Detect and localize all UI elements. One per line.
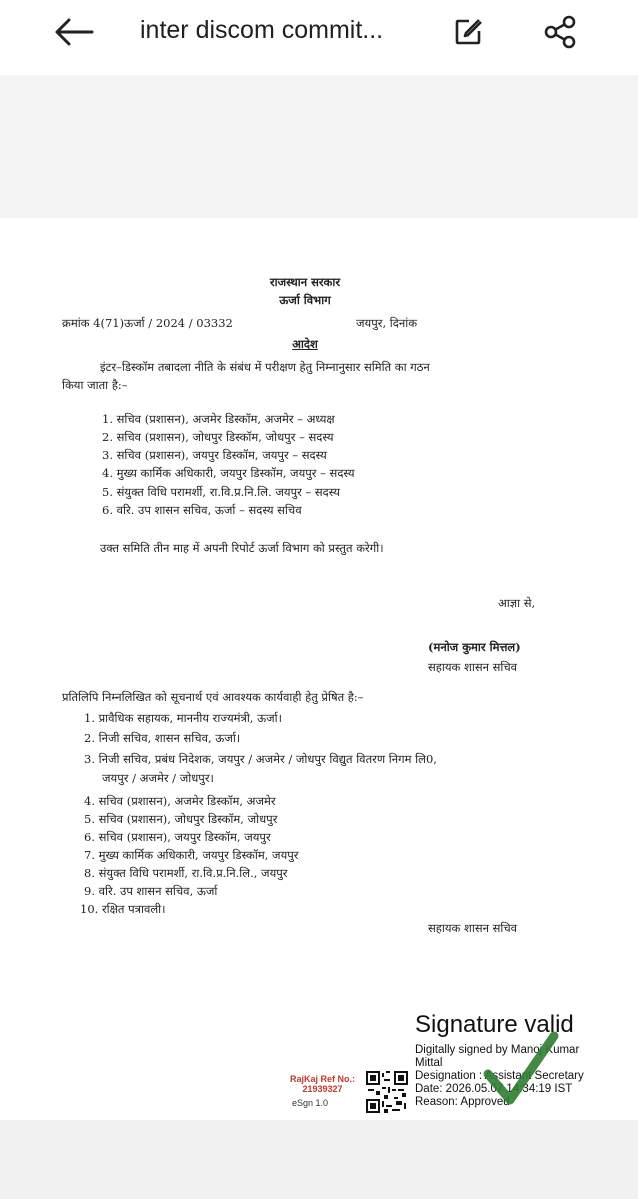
signature-designation: Designation : Assistant Secretary <box>415 1070 584 1082</box>
copy-item: 1. प्रावैधिक सहायक, माननीय राज्यमंत्री, ऊर्जा। <box>84 711 283 725</box>
edit-icon[interactable] <box>450 14 486 50</box>
share-icon[interactable] <box>540 12 580 52</box>
signature-date: Date: 2026.05.07 14:34:19 IST <box>415 1083 573 1095</box>
reference-number: क्रमांक 4(71)ऊर्जा / 2024 / 03332 <box>62 316 233 330</box>
footer-designation: सहायक शासन सचिव <box>428 921 518 935</box>
app-bar <box>0 0 638 75</box>
copy-item: 5. सचिव (प्रशासन), जोधपुर डिस्कॉम, जोधपुर <box>84 812 278 826</box>
signature-status: Signature valid <box>415 1011 574 1038</box>
member-item: 6. वरि. उप शासन सचिव, ऊर्जा – सदस्य सचिव <box>102 503 302 517</box>
copy-item: 2. निजी सचिव, शासन सचिव, ऊर्जा। <box>84 731 241 745</box>
copy-item: 9. वरि. उप शासन सचिव, ऊर्जा <box>84 884 218 898</box>
checkmark-icon <box>480 1028 560 1111</box>
intro-line-1: इंटर–डिस्कॉम तबादला नीति के संबंध में परीक्षण हेतु निम्नानुसार समिति का गठन <box>100 360 430 374</box>
copy-item: 7. मुख्य कार्मिक अधिकारी, जयपुर डिस्कॉम, जयपुर <box>84 848 299 862</box>
member-item: 2. सचिव (प्रशासन), जोधपुर डिस्कॉम, जोधपुर – सदस्य <box>102 430 334 444</box>
copy-item: 10. रक्षित पत्रावली। <box>80 902 166 916</box>
document-page[interactable] <box>0 218 638 1120</box>
copy-item: 8. संयुक्त विधि परामर्शी, रा.वि.प्र.नि.लि., जयपुर <box>84 866 288 880</box>
viewer-background-bottom <box>0 1120 638 1199</box>
back-arrow-icon[interactable] <box>52 14 96 50</box>
signature-reason: Reason: Approved <box>415 1096 510 1108</box>
signatory-designation: सहायक शासन सचिव <box>428 660 518 674</box>
intro-line-2: किया जाता है:– <box>62 378 128 392</box>
rajkaj-ref-value: 21939327 <box>302 1084 343 1094</box>
header-department: ऊर्जा विभाग <box>279 293 331 307</box>
member-item: 4. मुख्य कार्मिक अधिकारी, जयपुर डिस्कॉम, जयपुर – सदस्य <box>102 466 355 480</box>
viewer-background <box>0 75 638 218</box>
signed-by-line: Mittal <box>415 1057 443 1069</box>
member-item: 3. सचिव (प्रशासन), जयपुर डिस्कॉम, जयपुर – सदस्य <box>102 448 327 462</box>
copy-item: 6. सचिव (प्रशासन), जयपुर डिस्कॉम, जयपुर <box>84 830 271 844</box>
member-item: 5. संयुक्त विधि परामर्शी, रा.वि.प्र.नि.लि. जयपुर – सदस्य <box>102 485 340 499</box>
signatory-name: (मनोज कुमार मित्तल) <box>428 640 521 654</box>
rajkaj-reference <box>290 1074 355 1094</box>
copy-item: 3. निजी सचिव, प्रबंध निदेशक, जयपुर / अजमेर / जोधपुर विद्युत वितरण निगम लि0, <box>84 752 437 766</box>
by-order: आज्ञा से, <box>498 596 536 610</box>
report-line: उक्त समिति तीन माह में अपनी रिपोर्ट ऊर्जा विभाग को प्रस्तुत करेगी। <box>100 541 384 555</box>
copy-intro: प्रतिलिपि निम्नलिखित को सूचनार्थ एवं आवश्यक कार्यवाही हेतु प्रेषित है:– <box>62 690 364 704</box>
order-title: आदेश <box>292 337 318 351</box>
member-item: 1. सचिव (प्रशासन), अजमेर डिस्कॉम, अजमेर – अध्यक्ष <box>102 412 335 426</box>
document-title: inter discom commit... <box>140 16 384 44</box>
esign-version: eSgn 1.0 <box>292 1098 329 1108</box>
place-date: जयपुर, दिनांक <box>356 316 418 330</box>
rajkaj-ref-label: RajKaj Ref No.: <box>290 1074 356 1084</box>
header-government: राजस्थान सरकार <box>269 275 341 289</box>
signed-by-line: Digitally signed by Manoj Kumar <box>415 1044 580 1056</box>
copy-item: जयपुर / अजमेर / जोधपुर। <box>102 771 214 785</box>
qr-code-icon <box>366 1071 408 1113</box>
copy-item: 4. सचिव (प्रशासन), अजमेर डिस्कॉम, अजमेर <box>84 794 276 808</box>
